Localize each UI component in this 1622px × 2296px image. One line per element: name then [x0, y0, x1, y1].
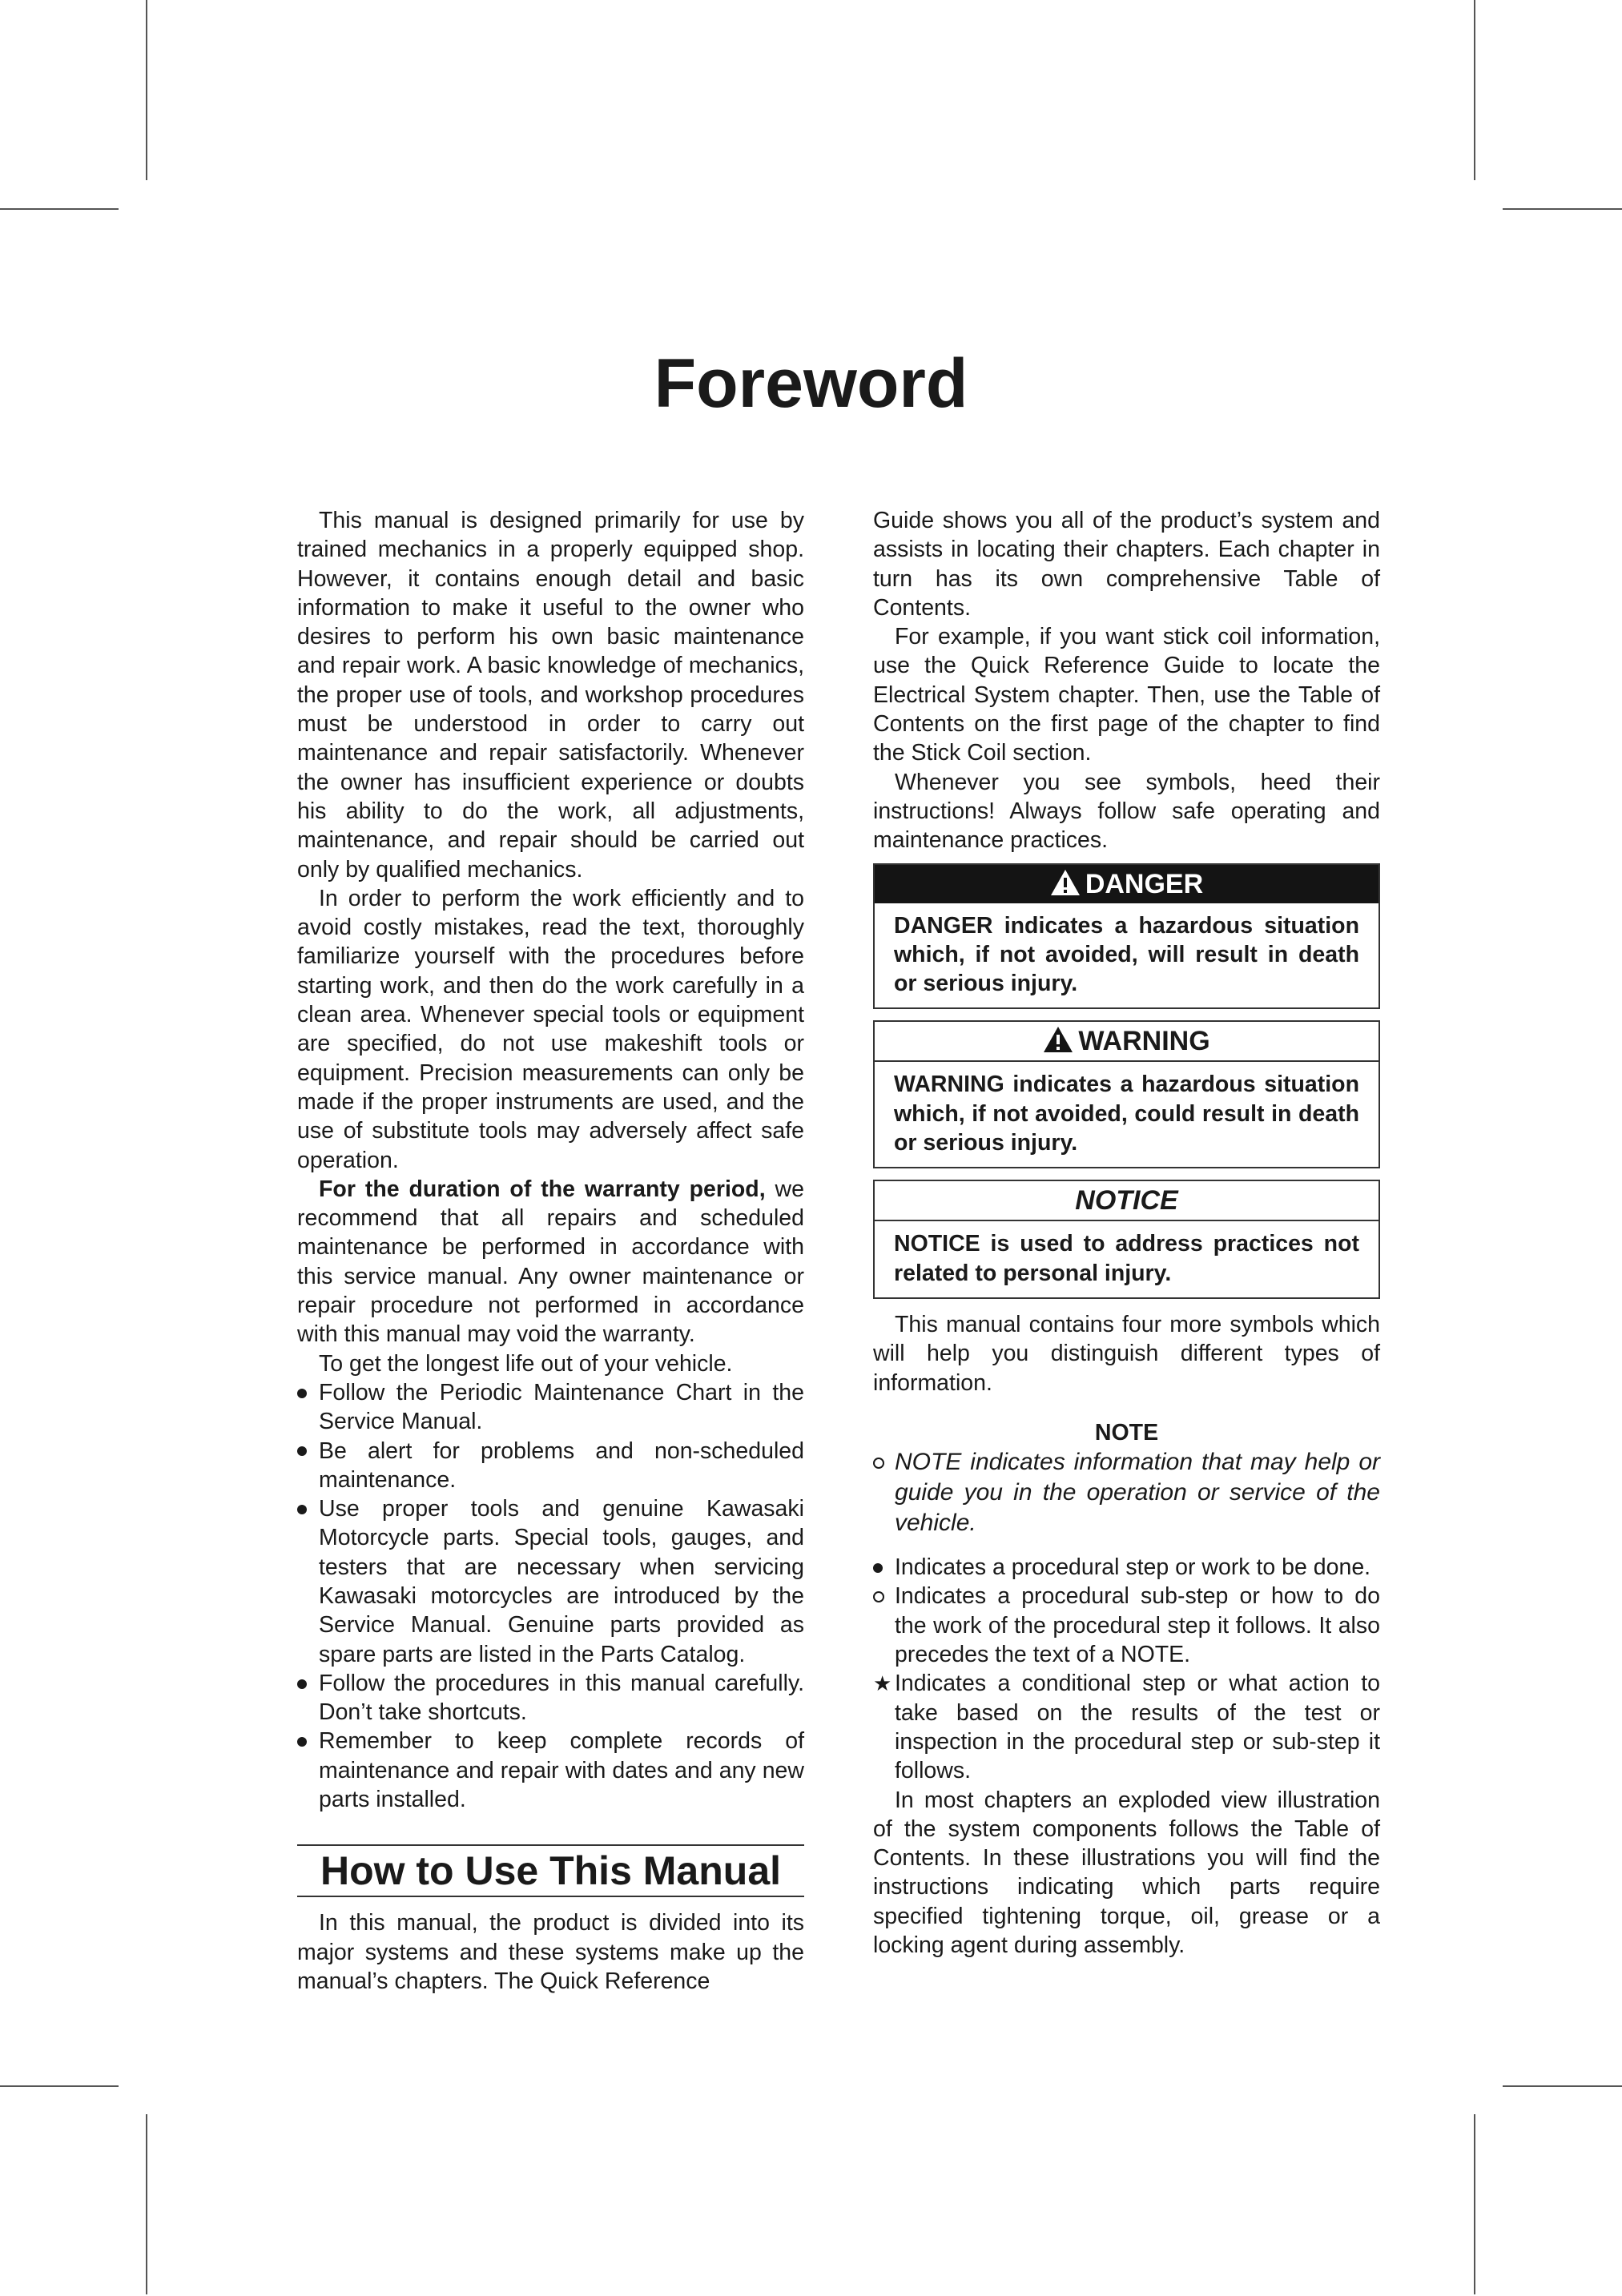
- danger-title: DANGER: [1085, 868, 1204, 899]
- danger-box: [873, 863, 1380, 1010]
- paragraph: To get the longest life out of your vehicle.: [319, 1350, 733, 1377]
- page-title: Foreword: [654, 345, 968, 422]
- bullet-dot-icon: [297, 1446, 307, 1456]
- list-item: Remember to keep complete records of maintenance and repair with dates and any new parts installed.: [297, 1727, 804, 1814]
- list-item: Indicates a procedural step or work to be done.: [873, 1553, 1380, 1582]
- list-item: Follow the procedures in this manual carefully. Don’t take shortcuts.: [297, 1669, 804, 1727]
- crop-mark: [0, 2085, 119, 2087]
- notice-box: [873, 1180, 1380, 1299]
- note-heading: NOTE: [1094, 1419, 1159, 1446]
- paragraph: Whenever you see symbols, heed their instructions! Always follow safe operating and maintenance practices.: [873, 769, 1380, 854]
- crop-mark: [1474, 2114, 1475, 2294]
- paragraph: In most chapters an exploded view illustration of the system components follows the Table of Contents. In these illustrations you will find the instructions indicating which parts require specified tightening torque, oil, grease or a locking agent during assembly.: [873, 1787, 1380, 1958]
- symbol-list: [873, 1553, 1380, 1785]
- paragraph: This manual is designed primarily for use by trained mechanics in a properly equipped shop. However, it contains enough detail and basic information to make it useful to the owner who desires to perform his own basic maintenance and repair work. A basic knowledge of mechanics, the proper use of tools, and workshop procedures must be understood in order to carry out maintenance and repair satisfactorily. Whenever the owner has insufficient experience or doubts his ability to do the work, all adjustments, maintenance, and repair should be carried out only by qualified mechanics.: [297, 508, 804, 883]
- crop-mark: [0, 208, 119, 210]
- bullet-list: [297, 1378, 804, 1814]
- crop-mark: [146, 0, 147, 180]
- paragraph: For example, if you want stick coil information, use the Quick Reference Guide to locate the Electrical System chapter. Then, use the Table of Contents on the first page of the chapter to find the Stick Coil section.: [873, 624, 1380, 766]
- warning-text: WARNING indicates a hazardous situation which, if not avoided, could result in death or serious injury.: [894, 1072, 1359, 1156]
- list-item: Follow the Periodic Maintenance Chart in the Service Manual.: [297, 1378, 804, 1437]
- crop-mark: [1474, 0, 1475, 180]
- crop-mark: [1503, 2085, 1622, 2087]
- notice-text: NOTICE is used to address practices not related to personal injury.: [894, 1231, 1359, 1286]
- circle-bullet-icon: [873, 1458, 884, 1469]
- paragraph: This manual contains four more symbols which will help you distinguish different types of information.: [873, 1311, 1380, 1396]
- right-column: [873, 506, 1380, 1960]
- left-column: [297, 506, 804, 1996]
- note-list: [873, 1447, 1380, 1538]
- bullet-dot-icon: [297, 1389, 307, 1398]
- bullet-dot-icon: [297, 1737, 307, 1747]
- warning-title: WARNING: [1078, 1026, 1210, 1057]
- danger-text: DANGER indicates a hazardous situation which, if not avoided, will result in death or serious injury.: [894, 912, 1359, 997]
- circle-bullet-icon: [873, 1591, 884, 1602]
- warning-header: [875, 1022, 1378, 1062]
- bullet-dot-icon: [297, 1505, 307, 1514]
- warning-triangle-icon: [1043, 1026, 1073, 1053]
- crop-mark: [1503, 208, 1622, 210]
- note-item: NOTE indicates information that may help or guide you in the operation or service of the vehicle.: [873, 1447, 1380, 1538]
- paragraph-rest: we recommend that all repairs and scheduled maintenance be performed in accordance with this service manual. Any owner maintenance or repair procedure not performed in accordance with this manual may void the warranty.: [297, 1176, 804, 1348]
- paragraph: [297, 1175, 804, 1349]
- list-item: ★ Indicates a conditional step or what action to take based on the results of the test or inspection in the procedural step or sub-step it follows.: [873, 1671, 1380, 1784]
- section-heading: How to Use This Manual: [297, 1844, 804, 1897]
- star-icon: ★: [873, 1671, 892, 1696]
- notice-title: NOTICE: [875, 1181, 1378, 1221]
- list-item: Indicates a procedural sub-step or how to do the work of the procedural step it follows. It also precedes the text of a NOTE.: [873, 1582, 1380, 1669]
- bold-lead: For the duration of the warranty period,: [319, 1176, 766, 1202]
- paragraph: Guide shows you all of the product’s system and assists in locating their chapters. Each chapter in turn has its own comprehensive Table of Contents.: [873, 508, 1380, 621]
- crop-mark: [146, 2114, 147, 2294]
- paragraph: In order to perform the work efficiently and to avoid costly mistakes, read the text, thoroughly familiarize yourself with the procedures before starting work, and then do the work carefully in a clean area. Whenever special tools or equipment are specified, do not use makeshift tools or equipment. Precision measurements can only be made if the proper instruments are used, and the use of substitute tools may adversely affect safe operation.: [297, 885, 804, 1173]
- danger-header: [875, 865, 1378, 903]
- warning-box: [873, 1020, 1380, 1168]
- paragraph: In this manual, the product is divided into its major systems and these systems make up the manual’s chapters. The Quick Reference: [297, 1910, 804, 1994]
- bullet-dot-icon: [873, 1563, 883, 1573]
- list-item: Use proper tools and genuine Kawasaki Motorcycle parts. Special tools, gauges, and testers that are necessary when servicing Kawasaki motorcycles are introduced by the Service Manual. Genuine parts provided as spare parts are listed in the Parts Catalog.: [297, 1494, 804, 1669]
- bullet-dot-icon: [297, 1679, 307, 1689]
- warning-triangle-icon: [1050, 869, 1081, 896]
- list-item: Be alert for problems and non-scheduled maintenance.: [297, 1437, 804, 1495]
